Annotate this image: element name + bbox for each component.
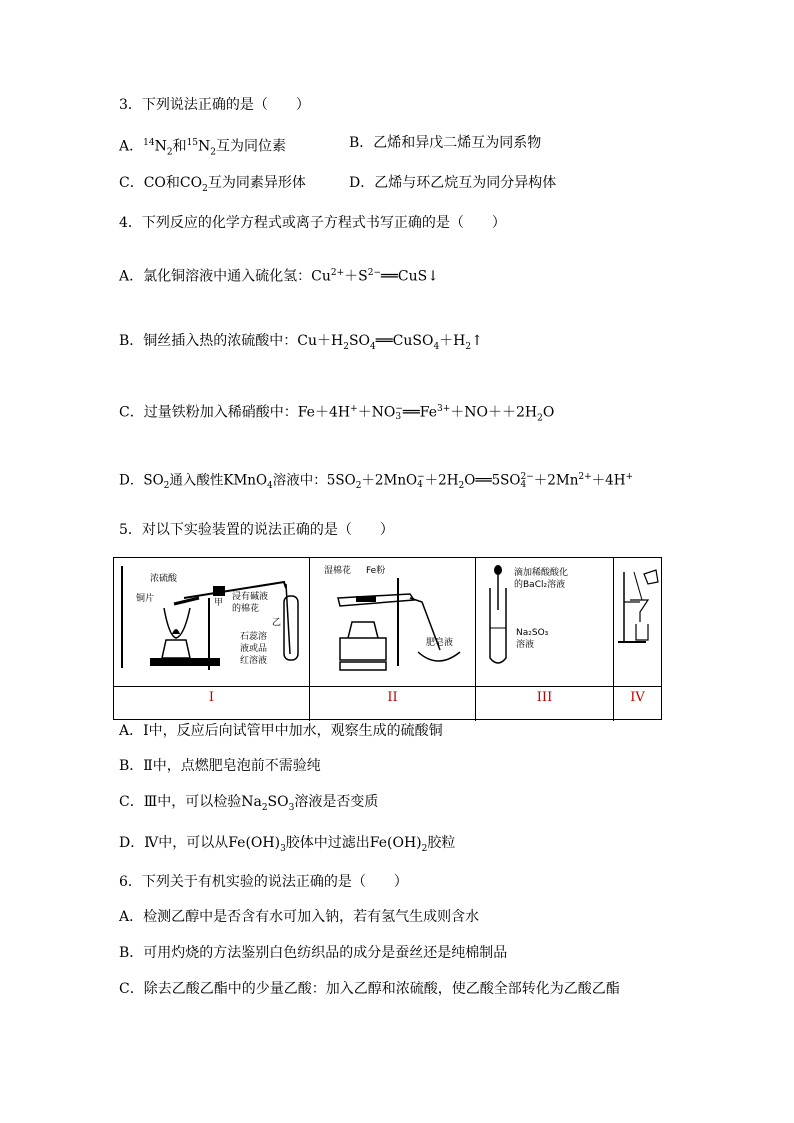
label-copper-sheet: 铜片 [136,594,155,604]
label-litmus-1: 石蕊溶 [240,632,268,642]
apparatus-ii [310,558,476,686]
q3-option-c: C．CO和$CO_2$互为同素异形体 [119,175,306,194]
q5-option-b: B．Ⅱ中，点燃肥皂泡前不需验纯 [119,758,321,774]
label-na2so3-2: 溶液 [516,640,535,650]
label-tube-yi: 乙 [272,618,282,628]
q5-option-a: A．Ⅰ中，反应后向试管甲中加水，观察生成的硫酸铜 [119,723,443,739]
q5-option-d: D．Ⅳ中，可以从$Fe(OH)_3$胶体中过滤出$Fe(OH)_2$胶粒 [119,835,456,854]
label-litmus-3: 红溶液 [240,656,268,666]
q3-option-b: B．乙烯和异戊二烯互为同系物 [349,135,542,151]
q6-option-b: B．可用灼烧的方法鉴别白色纺织品的成分是蚕丝还是纯棉制品 [119,945,508,961]
apparatus-label-row [114,686,661,721]
q5-stem: 5．对以下实验装置的说法正确的是（ ） [119,522,394,538]
apparatus-figure [113,557,662,720]
label-wet-cotton: 湿棉花 [324,566,352,576]
label-litmus-2: 液或品 [240,644,268,654]
q6-stem: 6．下列关于有机实验的说法正确的是（ ） [119,874,408,890]
filtration-apparatus [614,558,663,686]
apparatus-iii [476,558,614,686]
label-i: I [114,687,310,721]
label-alkali-cotton-2: 的棉花 [232,604,260,614]
q4-stem: 4．下列反应的化学方程式或离子方程式书写正确的是（ ） [119,215,506,231]
q5-option-c: C．Ⅲ中，可以检验$Na_2SO_3$溶液是否变质 [119,794,379,813]
q3-stem: 3．下列说法正确的是（ ） [119,97,310,113]
q3-option-d: D．乙烯与环乙烷互为同分异构体 [349,175,557,191]
apparatus-i [114,558,310,686]
label-ii: II [310,687,476,721]
q6-option-c: C．除去乙酸乙酯中的少量乙酸：加入乙醇和浓硫酸，使乙酸全部转化为乙酸乙酯 [119,981,620,997]
q3-option-a: A．$^{14}N_2$和$^{15}N_2$互为同位素 [119,138,286,158]
label-alkali-cotton-1: 浸有碱液 [232,592,269,602]
q6-option-a: A．检测乙醇中是否含有水可加入钠，若有氢气生成则含水 [119,909,480,925]
q4-option-c: C．过量铁粉加入稀硝酸中：Fe＋4H+＋NO − 3 $══Fe^{3+}+NO++2H_2O$ [119,403,555,424]
q4-option-a: A．氯化铜溶液中通入硫化氢：$Cu^{2+}+S^{2-}══CuS↓$ [119,268,439,285]
q4-option-d: D．$SO_2$通入酸性KMnO$_4$溶液中：$5SO_2+2MnO$ − 4 $+2H_2O══5SO$ 2− 4 $+2Mn^{2+}+4H^+$ [119,472,634,492]
label-soap-solution: 肥皂液 [426,638,454,648]
label-conc-sulfuric-acid: 浓硫酸 [150,574,178,584]
label-iii: III [476,687,614,721]
label-tube-jia: 甲 [214,598,224,608]
label-na2so3-1: Na₂SO₃ [516,628,549,638]
apparatus-iv [614,558,663,686]
label-iv: IV [630,690,645,705]
label-bacl2-1: 滴加稀酸酸化 [514,568,569,578]
label-fe-powder: Fe粉 [366,566,386,576]
label-bacl2-2: 的BaCl₂溶液 [514,580,566,590]
q4-option-b: B．铜丝插入热的浓硫酸中：$Cu+H_2SO_4══CuSO_4+H_2↑$ [119,333,483,352]
iron-steam-apparatus [310,558,476,686]
